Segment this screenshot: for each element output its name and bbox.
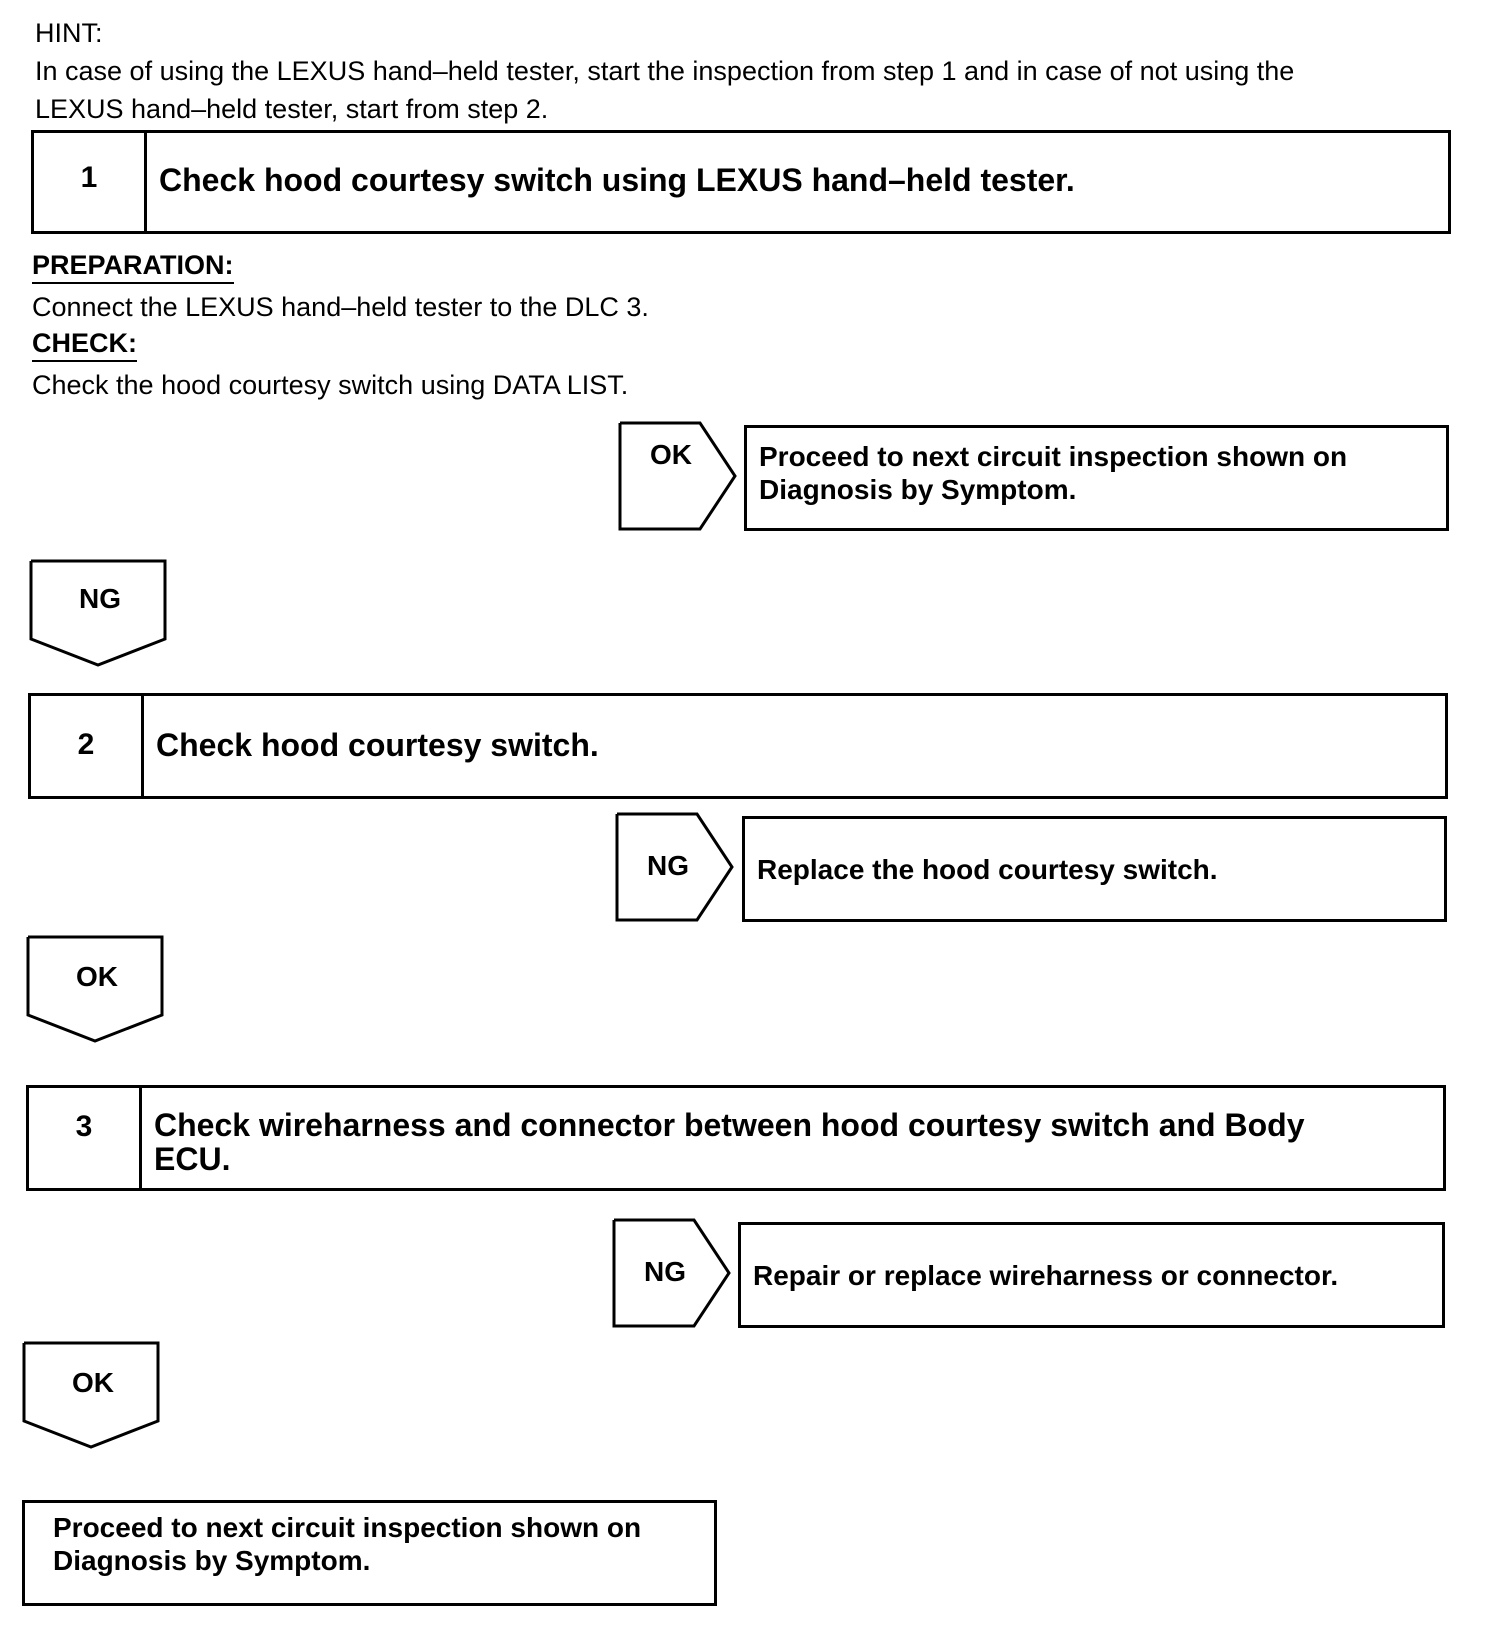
hint-line-1: In case of using the LEXUS hand–held tester, start the inspection from step 1 and in case of not using the	[35, 56, 1295, 86]
step-number: 2	[31, 696, 144, 796]
step-1-header	[31, 130, 1451, 234]
preparation-text: Connect the LEXUS hand–held tester to the DLC 3.	[32, 292, 649, 322]
result-box: Replace the hood courtesy switch.	[742, 816, 1447, 922]
hint-line-2: LEXUS hand–held tester, start from step 2.	[35, 94, 549, 124]
result-box: Proceed to next circuit inspection shown on Diagnosis by Symptom.	[744, 425, 1449, 531]
ng-branch-arrow	[31, 561, 169, 671]
ok-branch-arrow	[24, 1343, 162, 1453]
final-result-box: Proceed to next circuit inspection shown on Diagnosis by Symptom.	[22, 1500, 717, 1606]
branch-label: NG	[647, 850, 689, 881]
step-3-header	[26, 1085, 1446, 1191]
hint-label: HINT:	[35, 18, 103, 48]
branch-label: NG	[79, 583, 121, 614]
result-box: Repair or replace wireharness or connector.	[738, 1222, 1445, 1328]
branch-label: OK	[76, 961, 118, 992]
branch-label: OK	[650, 439, 692, 470]
step-title: Check wireharness and connector between hood courtesy switch and Body ECU.	[154, 1107, 1305, 1177]
ok-branch-arrow	[28, 937, 166, 1047]
ng-branch-arrow	[617, 814, 737, 920]
preparation-label: PREPARATION:	[32, 248, 234, 284]
branch-label: NG	[644, 1256, 686, 1287]
step-number: 3	[29, 1088, 142, 1188]
check-text: Check the hood courtesy switch using DATA LIST.	[32, 370, 629, 400]
branch-label: OK	[72, 1367, 114, 1398]
step-title: Check hood courtesy switch using LEXUS hand–held tester.	[159, 162, 1075, 198]
step-number: 1	[34, 133, 147, 231]
ok-branch-arrow	[620, 423, 740, 529]
step-2-header	[28, 693, 1448, 799]
step-title: Check hood courtesy switch.	[156, 727, 599, 763]
ng-branch-arrow	[614, 1220, 734, 1326]
check-label: CHECK:	[32, 326, 137, 362]
